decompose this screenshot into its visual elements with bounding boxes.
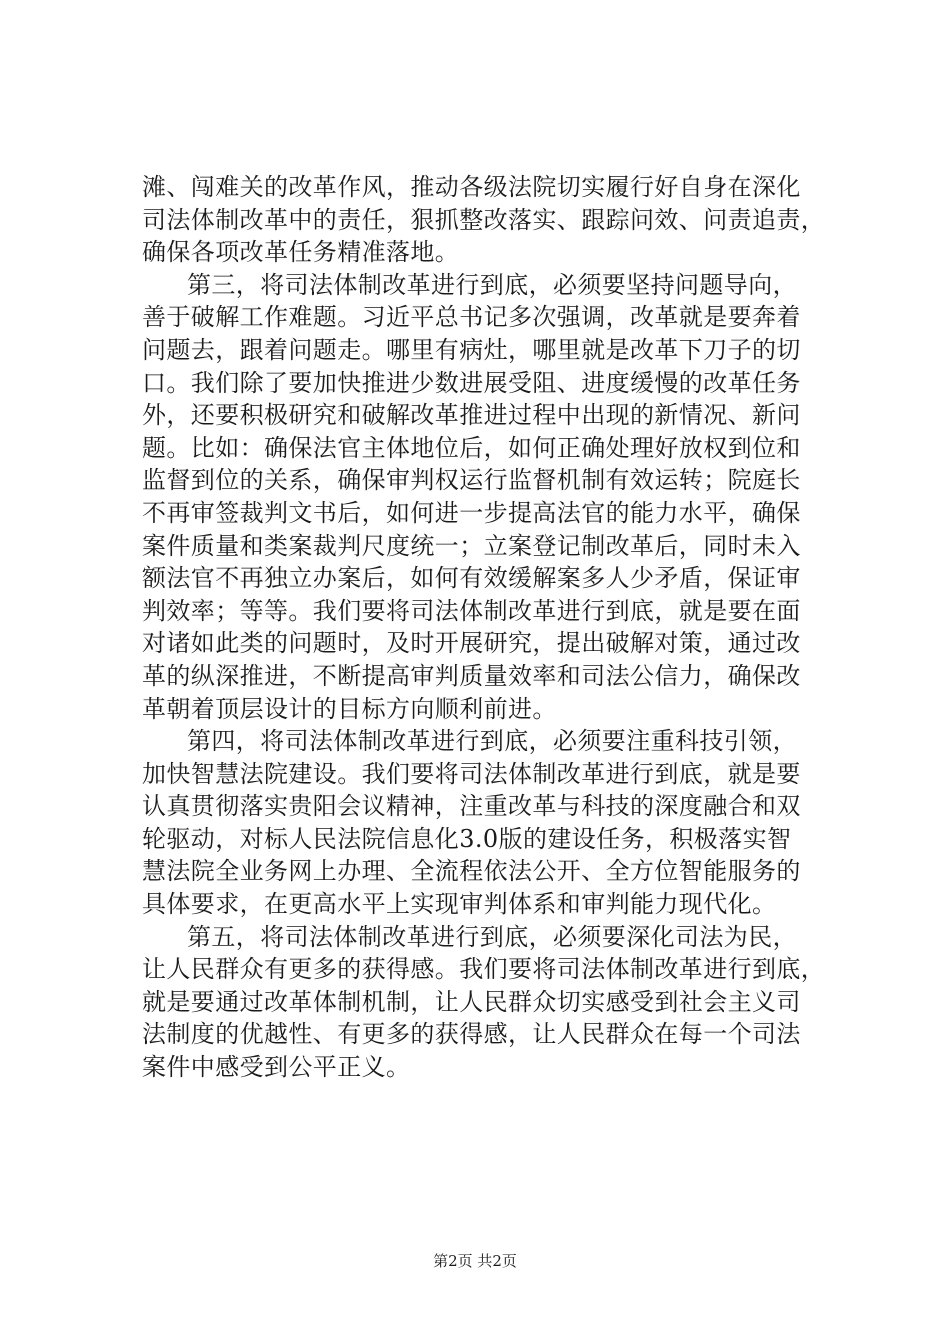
text-line: 题。比如：确保法官主体地位后，如何正确处理好放权到位和 <box>142 433 801 462</box>
text-line: 司法体制改革中的责任，狠抓整改落实、跟踪问效、问责追责， <box>142 205 826 234</box>
text-line: 不再审签裁判文书后，如何进一步提高法官的能力水平，确保 <box>142 498 801 527</box>
paragraph-start-line: 第四，将司法体制改革进行到底，必须要注重科技引领， <box>187 727 797 756</box>
text-line: 判效率；等等。我们要将司法体制改革进行到底，就是要在面 <box>142 596 801 625</box>
text-line: 让人民群众有更多的获得感。我们要将司法体制改革进行到底， <box>142 955 826 984</box>
text-line: 口。我们除了要加快推进少数进展受阻、进度缓慢的改革任务 <box>142 368 801 397</box>
text-line: 案件中感受到公平正义。 <box>142 1053 411 1082</box>
text-line: 外，还要积极研究和破解改革推进过程中出现的新情况、新问 <box>142 401 801 430</box>
text-line: 革朝着顶层设计的目标方向顺利前进。 <box>142 694 557 723</box>
text-line: 轮驱动，对标人民法院信息化3.0版的建设任务，积极落实智 <box>142 824 792 853</box>
document-body <box>142 171 832 1084</box>
text-line: 加快智慧法院建设。我们要将司法体制改革进行到底，就是要 <box>142 759 801 788</box>
text-line: 认真贯彻落实贵阳会议精神，注重改革与科技的深度融合和双 <box>142 792 801 821</box>
text-line: 善于破解工作难题。习近平总书记多次强调，改革就是要奔着 <box>142 303 801 332</box>
text-line: 确保各项改革任务精准落地。 <box>142 238 460 267</box>
text-line: 法制度的优越性、有更多的获得感，让人民群众在每一个司法 <box>142 1020 801 1049</box>
text-line: 具体要求，在更高水平上实现审判体系和审判能力现代化。 <box>142 890 777 919</box>
text-line: 革的纵深推进，不断提高审判质量效率和司法公信力，确保改 <box>142 661 801 690</box>
text-line: 就是要通过改革体制机制，让人民群众切实感受到社会主义司 <box>142 987 801 1016</box>
text-line: 额法官不再独立办案后，如何有效缓解案多人少矛盾，保证审 <box>142 564 801 593</box>
text-line: 滩、闯难关的改革作风，推动各级法院切实履行好自身在深化 <box>142 173 801 201</box>
text-line: 案件质量和类案裁判尺度统一；立案登记制改革后，同时未入 <box>142 531 801 560</box>
text-line: 问题去，跟着问题走。哪里有病灶，哪里就是改革下刀子的切 <box>142 335 801 364</box>
paragraph-start-line: 第五，将司法体制改革进行到底，必须要深化司法为民， <box>187 922 797 951</box>
text-line: 监督到位的关系，确保审判权运行监督机制有效运转；院庭长 <box>142 466 801 495</box>
paragraph-start-line: 第三，将司法体制改革进行到底，必须要坚持问题导向， <box>187 270 797 299</box>
text-line: 慧法院全业务网上办理、全流程依法公开、全方位智能服务的 <box>142 857 801 886</box>
page-number-footer: 第2页 共2页 <box>433 1252 517 1270</box>
text-line: 对诸如此类的问题时，及时开展研究，提出破解对策，通过改 <box>142 629 801 658</box>
